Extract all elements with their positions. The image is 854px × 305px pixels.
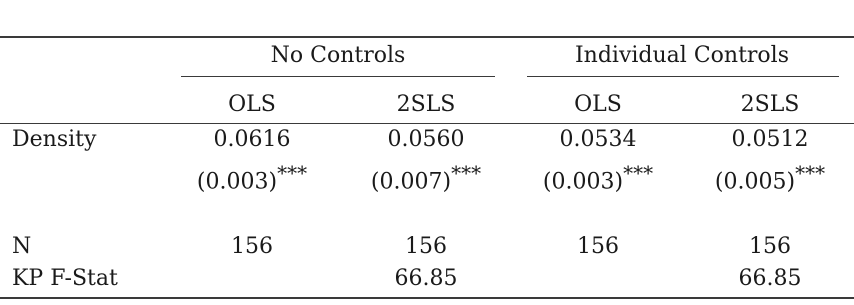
se-value: (0.007) [370,169,452,195]
group-underline-no-controls [181,76,495,77]
significance-stars: *** [277,161,308,185]
significance-stars: *** [795,161,826,185]
n-value-1: 156 [231,234,273,259]
header-bottom-rule [0,123,854,124]
row-label-n: N [12,234,32,259]
column-header-ols-1: OLS [228,92,276,117]
se-value: (0.005) [714,169,796,195]
column-header-2sls-2: 2SLS [740,92,800,117]
se-value: (0.003) [542,169,624,195]
density-coef-2: 0.0560 [387,127,465,152]
n-value-4: 156 [749,234,791,259]
n-value-3: 156 [577,234,619,259]
column-header-ols-2: OLS [574,92,622,117]
density-coef-3: 0.0534 [559,127,637,152]
table-bottom-rule [0,297,854,299]
se-value: (0.003) [196,169,278,195]
group-header-individual-controls: Individual Controls [574,43,790,68]
row-label-kp-f-stat: KP F-Stat [12,266,118,291]
row-label-density: Density [12,127,97,152]
group-header-no-controls: No Controls [270,43,406,68]
density-se-1 [197,160,307,195]
significance-stars: *** [623,161,654,185]
group-underline-individual-controls [527,76,839,77]
kp-f-stat-value-4: 66.85 [738,266,802,291]
column-header-2sls-1: 2SLS [396,92,456,117]
n-value-2: 156 [405,234,447,259]
table-top-rule [0,36,854,38]
density-coef-4: 0.0512 [731,127,809,152]
density-se-4 [715,160,825,195]
significance-stars: *** [451,161,482,185]
density-se-2 [371,160,481,195]
density-coef-1: 0.0616 [213,127,291,152]
kp-f-stat-value-2: 66.85 [394,266,458,291]
density-se-3 [543,160,653,195]
